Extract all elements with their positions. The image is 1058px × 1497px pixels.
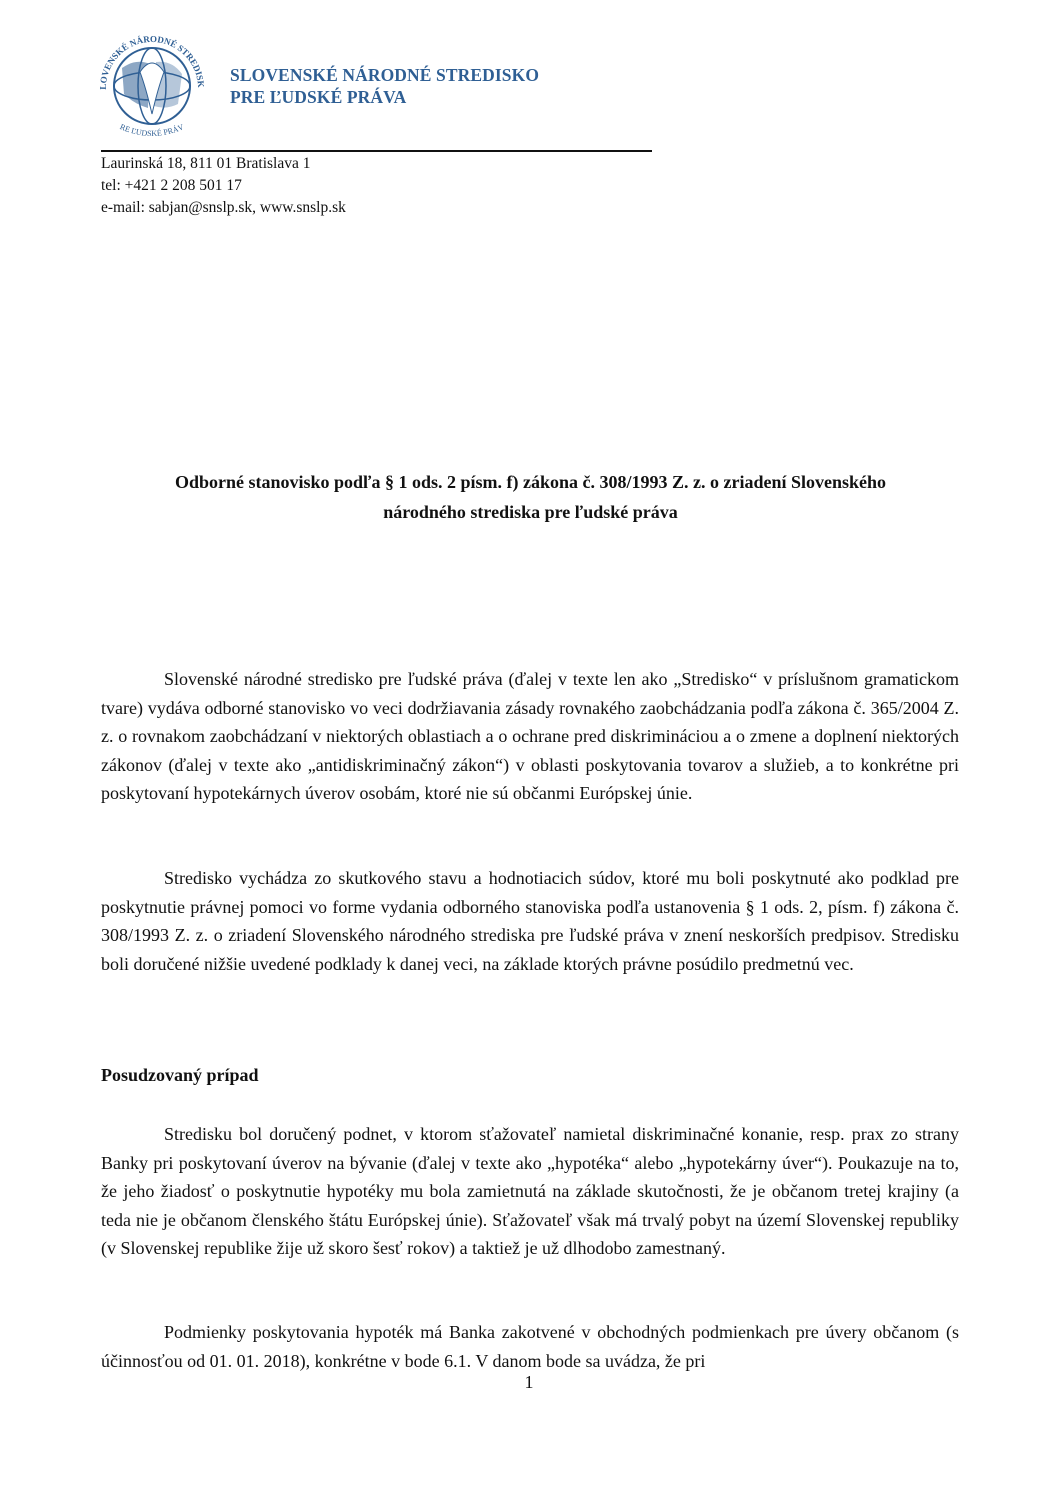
document-title (101, 467, 960, 527)
conditions-paragraph: Podmienky poskytovania hypoték má Banka zakotvené v obchodných podmienkach pre úvery občanom (s účinnosťou od 01. 01. 2018), konkrétne v bode 6.1. V danom bode sa uvádza, že pri (101, 1322, 959, 1371)
logo-emblem-icon (88, 28, 216, 148)
intro-paragraph: Slovenské národné stredisko pre ľudské práva (ďalej v texte len ako „Stredisko“ v príslušnom gramatickom tvare) vydáva odborné stanovisko vo veci dodržiavania zásady rovnakého zaobchádzania podľa zákona č. 365/2004 Z. z. o rovnakom zaobchádzaní v niektorých oblastiach a o ochrane pred diskrimináciou a o zmene a doplnení niektorých zákonov (ďalej v texte ako „antidiskriminačný zákon“) v oblasti poskytovania tovarov a služieb, a to konkrétne pri poskytovaní hypotekárnych úverov osobám, ktoré nie sú občanmi Európskej únie. (101, 669, 959, 803)
document-title-line-2: národného strediska pre ľudské práva (383, 502, 678, 522)
organization-name-line-2: PRE ĽUDSKÉ PRÁVA (230, 87, 407, 107)
case-paragraph: Stredisku bol doručený podnet, v ktorom sťažovateľ namietal diskriminačné konanie, resp. prax zo strany Banky pri poskytovaní úverov na bývanie (ďalej v texte ako „hypotéka“ alebo „hypotekárny úver“). Poukazuje na to, že jeho žiadosť o poskytnutie hypotéky mu bola zamietnutá na základe skutočnosti, že je občanom tretej krajiny (a teda nie je občanom členského štátu Európskej únie). Sťažovateľ však má trvalý pobyt na území Slovenskej republiky (v Slovenskej republike žije už skoro šesť rokov) a taktiež je už dlhodobo zamestnaný. (101, 1124, 959, 1258)
logo-ring-top-text: LOVENSKÉ NÁRODNÉ STREDISK (97, 33, 207, 90)
contact-block (101, 153, 346, 219)
section-heading: Posudzovaný prípad (101, 1065, 259, 1085)
address-line: Laurinská 18, 811 01 Bratislava 1 (101, 155, 311, 172)
email-web-line: e-mail: sabjan@snslp.sk, www.snslp.sk (101, 199, 346, 216)
organization-name (230, 64, 539, 108)
basis-paragraph: Stredisko vychádza zo skutkového stavu a hodnotiacich súdov, ktoré mu boli poskytnuté ako podklad pre poskytnutie právnej pomoci vo forme vydania odborného stanoviska podľa ustanovenia § 1 ods. 2, písm. f) zákona č. 308/1993 Z. z. o zriadení Slovenského národného strediska pre ľudské práva v znení neskorších predpisov. Stredisku boli doručené nižšie uvedené podklady k danej veci, na základe ktorých právne posúdilo predmetnú vec. (101, 868, 959, 974)
organization-logo (88, 28, 216, 148)
logo-ring-bottom-text: RE ĽUDSKÉ PRÁV (118, 122, 185, 139)
page-number: 1 (524, 1372, 534, 1392)
header-divider (101, 150, 652, 152)
organization-name-line-1: SLOVENSKÉ NÁRODNÉ STREDISKO (230, 65, 540, 85)
document-title-line-1: Odborné stanovisko podľa § 1 ods. 2 písm. f) zákona č. 308/1993 Z. z. o zriadení Slovenského (174, 472, 887, 492)
phone-line: tel: +421 2 208 501 17 (101, 177, 242, 194)
